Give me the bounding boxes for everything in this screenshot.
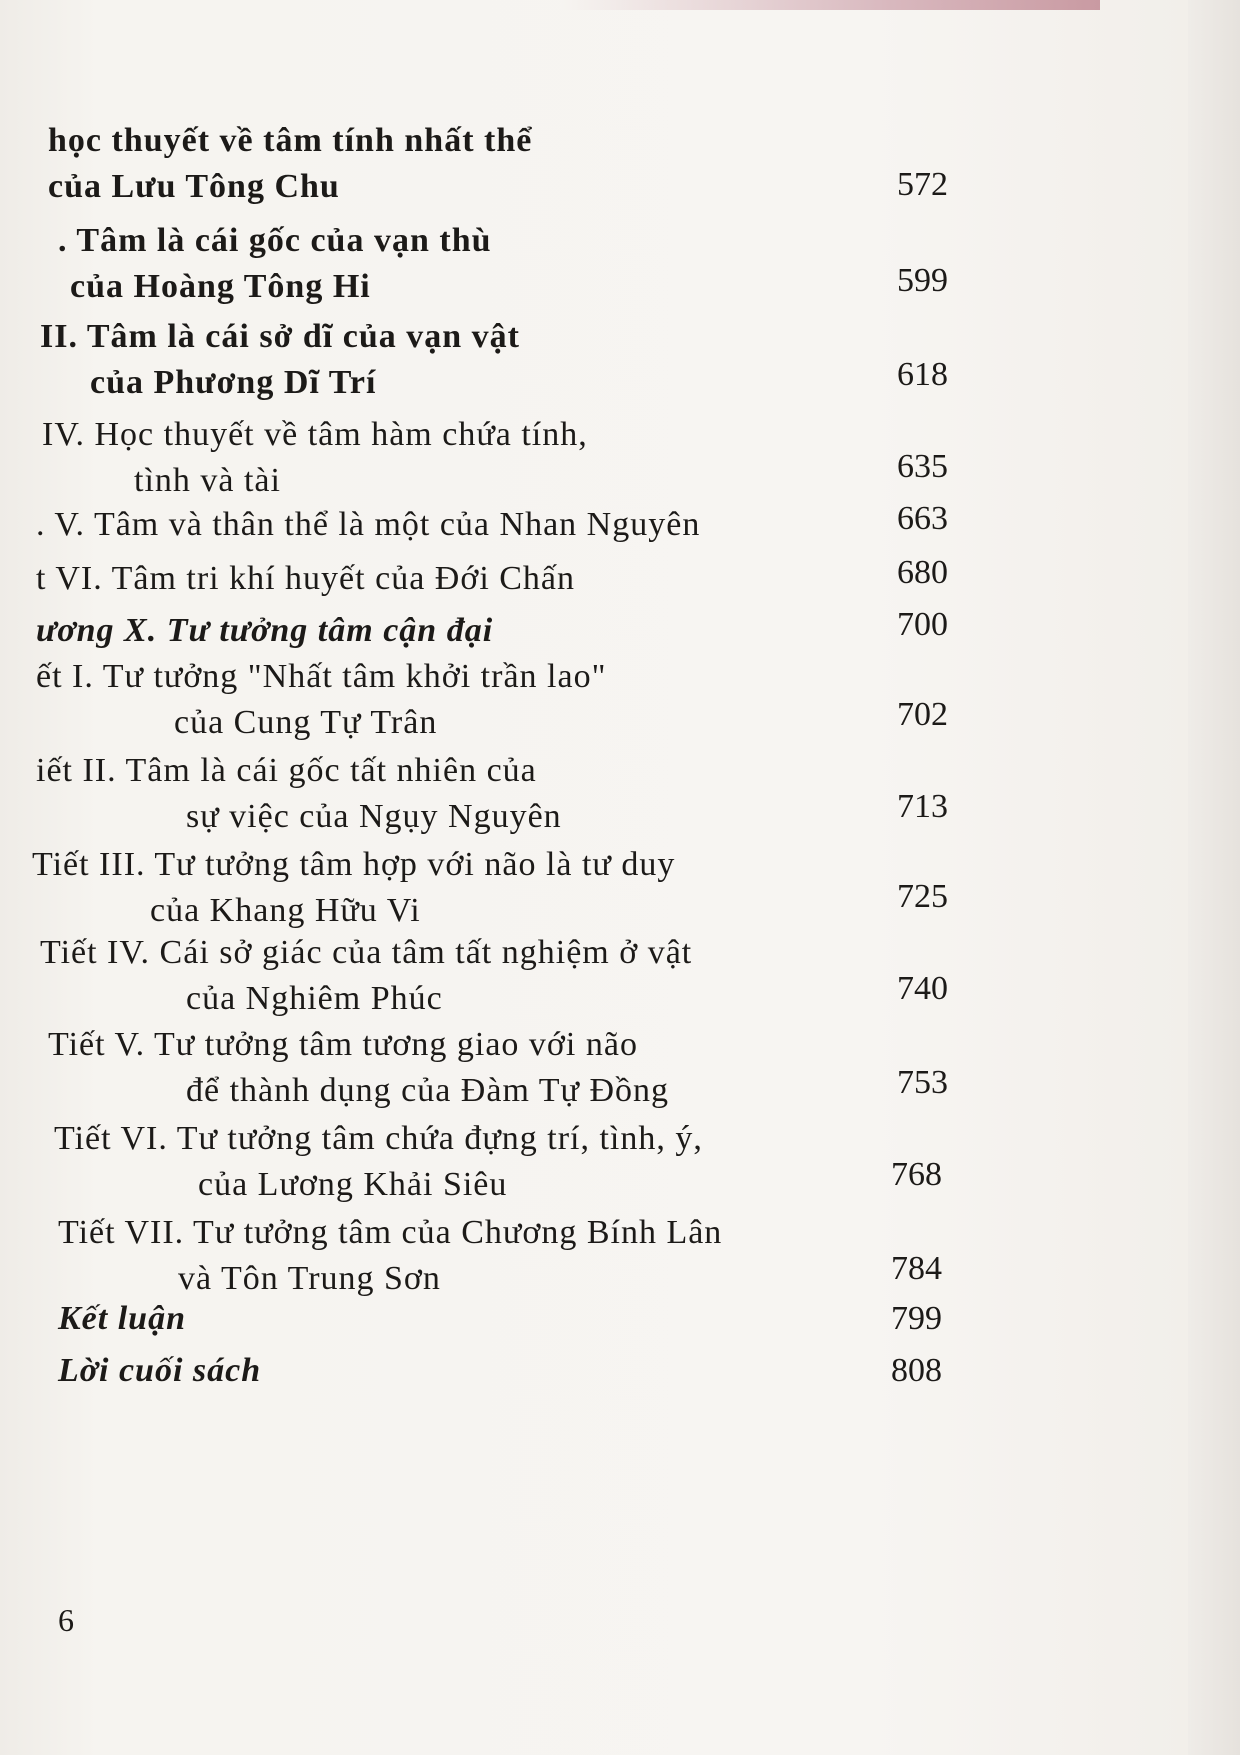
toc-page-number: 702 (897, 696, 948, 733)
toc-entry-subtitle: của Nghiêm Phúc (186, 980, 443, 1017)
page-folio-number: 6 (58, 1602, 74, 1638)
toc-entry-title: ết I. Tư tưởng "Nhất tâm khởi trần lao" (36, 658, 607, 695)
toc-entry-subtitle: và Tôn Trung Sơn (178, 1260, 441, 1297)
toc-entry-subtitle: của Lương Khải Siêu (198, 1166, 508, 1203)
toc-entry-subtitle: của Cung Tự Trân (174, 704, 438, 741)
toc-page-number: 599 (897, 262, 948, 299)
toc-entry-subtitle: tình và tài (134, 462, 281, 499)
toc-entry-title: . Tâm là cái gốc của vạn thù (58, 222, 492, 259)
toc-entry-subtitle: sự việc của Ngụy Nguyên (186, 798, 562, 835)
toc-entry-title: Tiết V. Tư tưởng tâm tương giao với não (48, 1026, 638, 1063)
toc-entry-title: Tiết VII. Tư tưởng tâm của Chương Bính Lân (58, 1214, 723, 1251)
toc-page-number: 618 (897, 356, 948, 393)
toc-entry-title: Tiết III. Tư tưởng tâm hợp với não là tư duy (32, 846, 676, 883)
toc-page-number: 700 (897, 606, 948, 643)
toc-entry-title: Tiết VI. Tư tưởng tâm chứa đựng trí, tình, ý, (54, 1120, 703, 1157)
toc-page-number: 753 (897, 1064, 948, 1101)
toc-entry-title: Tiết IV. Cái sở giác của tâm tất nghiệm ở vật (40, 934, 693, 971)
toc-page-number: 635 (897, 448, 948, 485)
toc-entry-subtitle: để thành dụng của Đàm Tự Đồng (186, 1072, 670, 1109)
toc-entry-title: . V. Tâm và thân thể là một của Nhan Nguyên (36, 506, 701, 543)
toc-entry-title: II. Tâm là cái sở dĩ của vạn vật (40, 318, 520, 355)
toc-page-number: 663 (897, 500, 948, 537)
toc-page-number: 808 (891, 1352, 942, 1389)
toc-page-number: 784 (891, 1250, 942, 1287)
toc-entry-title: Lời cuối sách (58, 1352, 262, 1389)
toc-entry-subtitle: của Phương Dĩ Trí (90, 364, 377, 401)
toc-page-number: 799 (891, 1300, 942, 1337)
toc-page-number: 713 (897, 788, 948, 825)
toc-page-number: 768 (891, 1156, 942, 1193)
toc-entry-title: IV. Học thuyết về tâm hàm chứa tính, (42, 416, 588, 453)
toc-page-number: 740 (897, 970, 948, 1007)
toc-entry-title: ương X. Tư tưởng tâm cận đại (36, 612, 494, 649)
toc-entry-title: học thuyết về tâm tính nhất thể (48, 122, 533, 159)
toc-entry-subtitle: của Khang Hữu Vi (150, 892, 421, 929)
toc-page-number: 572 (897, 166, 948, 203)
toc-entry-subtitle: của Lưu Tông Chu (48, 168, 340, 205)
toc-page-number: 680 (897, 554, 948, 591)
toc-entry-subtitle: của Hoàng Tông Hi (70, 268, 371, 305)
toc-entry-title: t VI. Tâm tri khí huyết của Đới Chấn (36, 560, 576, 597)
toc-entry-title: Kết luận (58, 1300, 186, 1337)
toc-entry-title: iết II. Tâm là cái gốc tất nhiên của (36, 752, 537, 789)
toc-page-number: 725 (897, 878, 948, 915)
